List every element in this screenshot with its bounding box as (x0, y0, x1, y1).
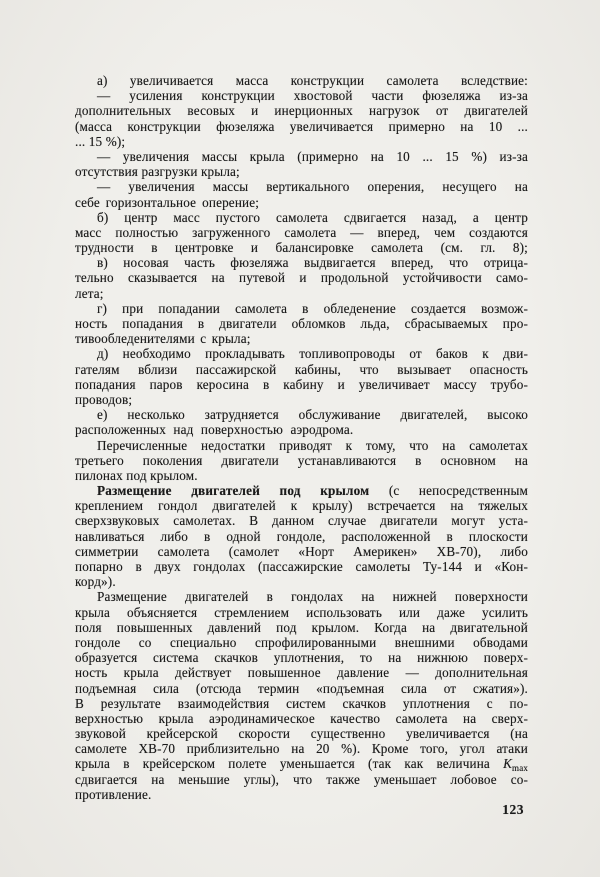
text-line: ... 15 %); (75, 133, 126, 149)
text-line: ность крыла действует повышенное давление — дополнительная (75, 665, 528, 681)
text-line: лета; (75, 285, 104, 301)
text-line: проводов; (75, 391, 133, 407)
text-line: д) необходимо прокладывать топливопроводы от баков к дви- (97, 346, 528, 362)
text-line: гондоле со специально спрофилированными внешними обводами (75, 634, 528, 650)
text-line: — увеличения массы вертикального оперения, несущего на (97, 179, 528, 195)
page-number: 123 (502, 802, 524, 817)
text-line: (масса конструкции фюзеляжа увеличивается примерно на 10 ... (75, 118, 528, 134)
text-line: — увеличения массы крыла (примерно на 10 ... 15 %) из-за (97, 148, 528, 164)
text-line: а) увеличивается масса конструкции самолета вследствие: (97, 73, 528, 88)
text-line: образуется система скачков уплотнения, то на нижнюю поверх- (75, 650, 528, 666)
text-line: В результате взаимодействия систем скачков уплотнения с по- (75, 695, 528, 711)
text-line: поля повышенных давлений под крылом. Когда на двигательной (75, 619, 528, 635)
text-line: креплением гондол двигателей к крылу) встречается на тяжелых (75, 498, 528, 514)
text-line: Размещение двигателей под крылом (с непосредственным (97, 483, 528, 499)
text-line: Размещение двигателей в гондолах на нижней поверхности (97, 589, 528, 605)
text-line: г) при попадании самолета в обледенение создается возмож- (97, 300, 528, 316)
text-line: Перечисленные недостатки приводят к тому, что на самолетах (97, 437, 528, 453)
text-line: верхностью крыла аэродинамическое качество самолета на сверх- (75, 710, 528, 726)
text-line: сверхзвуковых самолетах. В данном случае двигатели могут уста- (75, 513, 528, 529)
text-line: крыла в крейсерском полете уменьшается (так как величина $K_{max}$ (75, 756, 528, 772)
text-line: тельно сказывается на путевой и продольной устойчивости само- (75, 270, 528, 286)
kmax-symbol: $K_{max}$ (503, 756, 528, 772)
text-line: дополнительных весовых и инерционных нагрузок от двигателей (75, 103, 528, 119)
page-text-block (75, 73, 528, 802)
text-line: попарно в двух гондолах (пассажирские самолеты Ту-144 и «Кон- (75, 559, 528, 574)
text-line: самолете ХВ-70 приблизительно на 20 %). Кроме того, угол атаки (75, 741, 528, 757)
text-line: гателям вблизи пассажирской кабины, что вызывает опасность (75, 361, 528, 377)
text-line: масс полностью загруженного самолета — вперед, чем создаются (75, 224, 528, 240)
text-line: е) несколько затрудняется обслуживание двигателей, высоко (97, 407, 528, 423)
text-line: отсутствия разгрузки крыла; (75, 164, 240, 180)
text-line: пилонах под крылом. (75, 467, 198, 483)
text-line: б) центр масс пустого самолета сдвигается назад, а центр (97, 209, 528, 225)
text-line: в) носовая часть фюзеляжа выдвигается вперед, что отрица- (97, 255, 528, 271)
text-line: трудности в центровке и балансировке самолета (см. гл. 8); (75, 240, 528, 256)
text-line: расположенных над поверхностью аэродрома. (75, 422, 354, 438)
text-line: ность попадания в двигатели обломков льда, сбрасываемых про- (75, 316, 528, 331)
text-line: третьего поколения двигатели устанавливаются в основном на (75, 452, 528, 468)
text-line: противление. (75, 786, 152, 802)
text-line: — усиления конструкции хвостовой части фюзеляжа из-за (97, 88, 528, 104)
text-line: тивообледенителями с крыла; (75, 331, 251, 347)
text-line: себе горизонтальное оперение; (75, 194, 260, 210)
text-line: навливаться либо в одной гондоле, расположенной в плоскости (75, 528, 528, 544)
text-line: попадания паров керосина в кабину и увеличивает массу трубо- (75, 376, 528, 392)
text-line: звуковой крейсерской скорости существенно увеличивается (на (75, 726, 528, 742)
paragraph-lead-bold: Размещение двигателей под крылом (97, 483, 370, 499)
text-line: корд»). (75, 574, 116, 590)
text-line: крыла объясняется стремлением использовать или даже усилить (75, 604, 528, 620)
text-line: сдвигается на меньшие углы), что также уменьшает лобовое со- (75, 771, 528, 787)
text-line: подъемная сила (отсюда термин «подъемная сила от сжатия»). (75, 680, 528, 696)
text-line: симметрии самолета (самолет «Норт Америкен» ХВ-70), либо (75, 543, 528, 559)
